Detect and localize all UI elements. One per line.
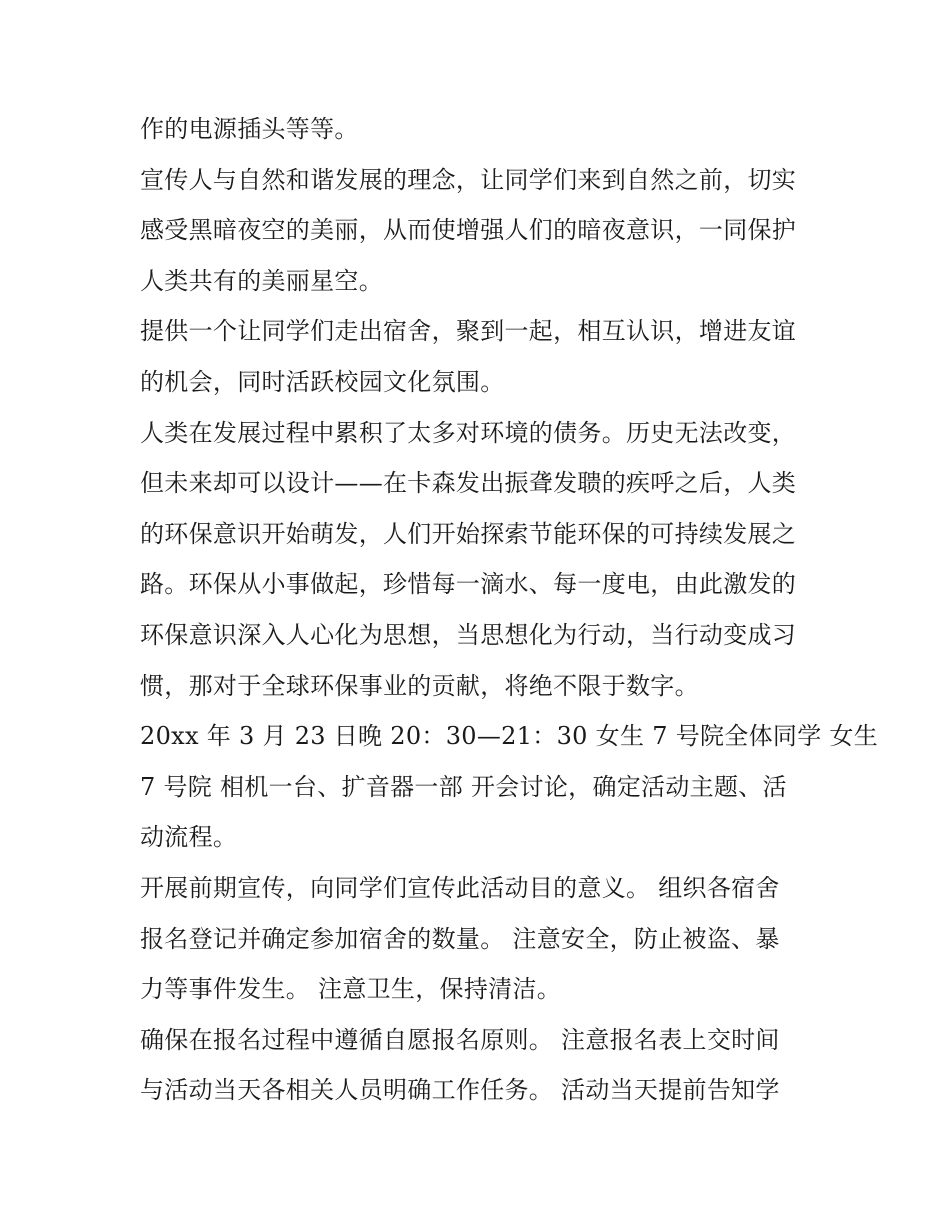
text-line: 人类共有的美丽星空。: [140, 266, 383, 295]
text-line: 动流程。: [140, 823, 238, 852]
text-line: 的机会，同时活跃校园文化氛围。: [140, 367, 505, 396]
document-body: [140, 104, 879, 1116]
text-line: 提供一个让同学们走出宿舍，聚到一起，相互认识，增进友谊: [140, 317, 797, 346]
text-line: 宣传人与自然和谐发展的理念，让同学们来到自然之前，切实: [140, 165, 797, 194]
text-line: 但未来却可以设计——在卡森发出振聋发聩的疾呼之后，人类: [140, 469, 797, 498]
text-line: 力等事件发生。 注意卫生，保持清洁。: [140, 975, 562, 1004]
text-line: 开展前期宣传，向同学们宣传此活动目的意义。 组织各宿舍: [140, 873, 780, 902]
text-line: 惯，那对于全球环保事业的贡献，将绝不限于数字。: [140, 671, 699, 700]
text-line: 报名登记并确定参加宿舍的数量。 注意安全，防止被盗、暴: [140, 924, 780, 953]
text-line: 环保意识深入人心化为思想，当思想化为行动，当行动变成习: [140, 620, 797, 649]
text-line: 与活动当天各相关人员明确工作任务。 活动当天提前告知学: [140, 1076, 780, 1105]
text-line: 7 号院 相机一台、扩音器一部 开会讨论，确定活动主题、活: [140, 772, 787, 801]
text-line: 20xx 年 3 月 23 日晚 20：30—21：30 女生 7 号院全体同学 女生: [140, 722, 879, 751]
text-line: 路。环保从小事做起，珍惜每一滴水、每一度电，由此激发的: [140, 570, 797, 599]
text-line: 的环保意识开始萌发，人们开始探索节能环保的可持续发展之: [140, 519, 797, 548]
text-line: 确保在报名过程中遵循自愿报名原则。 注意报名表上交时间: [140, 1025, 780, 1054]
text-line: 人类在发展过程中累积了太多对环境的债务。历史无法改变，: [140, 418, 797, 447]
text-line: 作的电源插头等等。: [140, 115, 359, 143]
text-line: 感受黑暗夜空的美丽，从而使增强人们的暗夜意识，一同保护: [140, 216, 797, 245]
